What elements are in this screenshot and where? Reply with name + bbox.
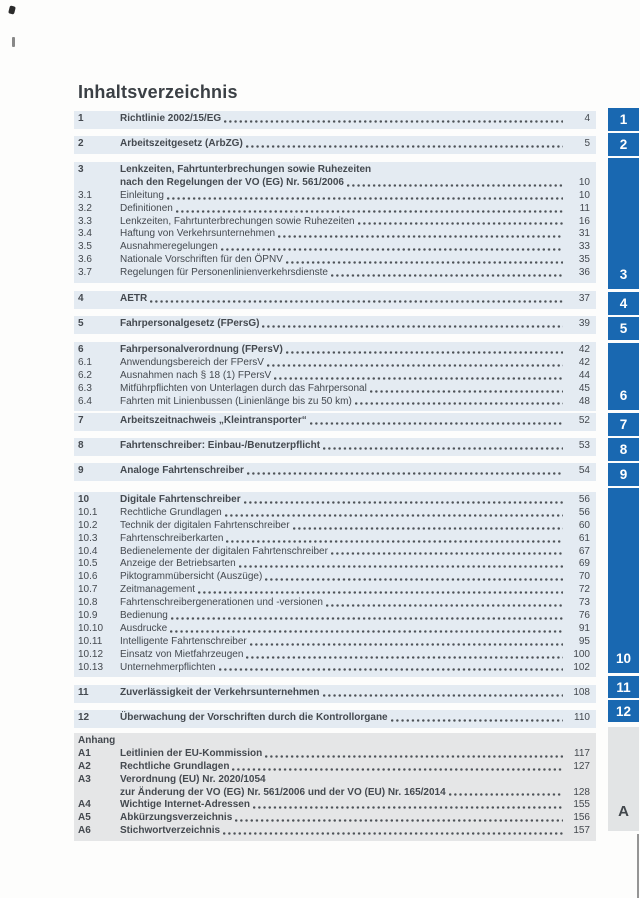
toc-entry-number: 9 (78, 465, 84, 476)
toc-entry-page: 11 (579, 202, 590, 214)
toc-row (78, 735, 590, 748)
toc-leader-dots (170, 630, 563, 633)
toc-entry-page: 95 (578, 635, 590, 647)
toc-entry-title: Digitale Fahrtenschreiber (120, 494, 241, 505)
toc-entry-title: Technik der digitalen Fahrtenschreiber (120, 519, 290, 531)
toc-leader-dots (221, 248, 563, 251)
toc-entry-title: Bedienung (120, 610, 168, 622)
toc-row (78, 164, 590, 177)
toc-entry-number: 12 (78, 712, 90, 723)
toc-leader-dots (171, 617, 563, 620)
toc-leader-dots (265, 578, 563, 581)
toc-leader-dots (246, 145, 563, 148)
toc-leader-dots (246, 656, 563, 659)
toc-entry-number: 3.2 (78, 202, 92, 214)
toc-entry-page: 45 (578, 382, 590, 394)
chapter-tab-label: 9 (619, 467, 628, 482)
toc-block-1 (74, 111, 596, 129)
toc-row (78, 383, 590, 396)
toc-entry-title: Bedienelemente der digitalen Fahrtenschreiber (120, 545, 328, 557)
toc-entry-number: 3.1 (78, 189, 92, 201)
toc-row (78, 507, 590, 520)
toc-entry-title: Ausdrucke (120, 622, 168, 634)
toc-leader-dots (347, 184, 563, 187)
chapter-tab-6 (608, 343, 639, 410)
toc-entry-page: 54 (578, 465, 590, 476)
toc-entry-title: Fahrpersonalgesetz (FPersG) (120, 318, 260, 329)
toc-entry-number: 6 (78, 344, 84, 355)
toc-entry-title: nach den Regelungen der VO (EG) Nr. 561/2006 (120, 176, 344, 188)
toc-entry-number: 5 (78, 318, 84, 329)
toc-entry-page: 36 (578, 267, 590, 279)
toc-row (78, 748, 590, 761)
toc-entry-page: 35 (578, 254, 590, 266)
toc-entry-title: Fahrtenschreiber: Einbau-/Benutzerpflicht (120, 440, 321, 451)
toc-row (78, 357, 590, 370)
toc-entry-number: 10.1 (78, 506, 98, 518)
toc-leader-dots (286, 351, 563, 354)
toc-row (78, 533, 590, 546)
toc-row (78, 177, 590, 190)
toc-entry-number: 4 (78, 293, 84, 304)
toc-row (78, 203, 590, 216)
toc-leader-dots (274, 377, 563, 380)
chapter-tab-anhang (608, 727, 639, 831)
toc-entry-number: 10.11 (78, 635, 103, 647)
toc-entry-page: 5 (584, 138, 590, 149)
toc-leader-dots (293, 527, 563, 530)
toc-row (78, 787, 590, 800)
toc-block-10 (74, 492, 596, 677)
toc-leader-dots (198, 591, 563, 594)
toc-leader-dots (232, 768, 563, 771)
toc-entry-title: AETR (120, 293, 148, 304)
chapter-tab-5 (608, 317, 639, 340)
toc-leader-dots (391, 719, 563, 722)
toc-row (78, 190, 590, 203)
toc-entry-page: 100 (573, 648, 590, 660)
toc-leader-dots (323, 447, 563, 450)
toc-row (78, 761, 590, 774)
toc-leader-dots (224, 120, 563, 123)
toc-entry-page: 56 (578, 506, 590, 518)
toc-entry-page: 52 (578, 415, 590, 426)
toc-leader-dots (244, 501, 563, 504)
toc-leader-dots (267, 364, 563, 367)
toc-entry-number: A1 (78, 747, 91, 759)
toc-leader-dots (370, 390, 563, 393)
toc-row (78, 546, 590, 559)
toc-entry-page: 48 (578, 395, 590, 407)
toc-entry-page: 60 (578, 519, 590, 531)
toc-entry-number (78, 787, 120, 800)
toc-entry-number: 10.10 (78, 622, 104, 634)
chapter-tab-9 (608, 463, 639, 486)
toc-entry-number: 3.7 (78, 267, 92, 279)
toc-row (78, 662, 590, 675)
toc-leader-dots (219, 668, 563, 671)
toc-entry-number: 6.2 (78, 369, 92, 381)
toc-entry-title: Zeitmanagement (120, 584, 196, 596)
toc-entry-number: 10.2 (78, 519, 98, 531)
toc-entry-page: 67 (578, 545, 590, 557)
toc-leader-dots (150, 300, 563, 303)
toc-entry-number: A5 (78, 812, 91, 824)
toc-entry-page: 73 (578, 597, 590, 609)
toc-entry-title: Fahrten mit Linienbussen (Linienlänge bis zu 50 km) (120, 395, 352, 407)
chapter-tab-4 (608, 292, 639, 315)
toc-entry-number: A4 (78, 799, 91, 811)
toc-entry-number: 6.3 (78, 382, 92, 394)
toc-row (78, 440, 590, 453)
chapter-tab-label: 2 (619, 137, 628, 152)
toc-leader-dots (326, 604, 563, 607)
toc-entry-title: Anwendungsbereich der FPersV (120, 356, 264, 368)
toc-entry-number: 11 (78, 687, 89, 698)
toc-entry-title: Wichtige Internet-Adressen (120, 799, 250, 811)
toc-entry-page: 56 (578, 494, 590, 505)
toc-entry-page: 156 (573, 812, 590, 824)
toc-entry-number: 10.8 (78, 597, 98, 609)
toc-row (78, 396, 590, 409)
toc-entry-title: Einleitung (120, 189, 164, 201)
toc-entry-number: 6.4 (78, 395, 92, 407)
toc-block-6 (74, 342, 596, 411)
toc-entry-page: 10 (578, 189, 590, 201)
chapter-tab-1 (608, 108, 639, 131)
toc-entry-number: 7 (78, 415, 84, 426)
toc-entry-number: 10.13 (78, 661, 104, 673)
toc-entry-number: 10.4 (78, 545, 98, 557)
toc-entry-page: 157 (573, 825, 590, 837)
toc-block-5 (74, 316, 596, 334)
chapter-tab-label: 11 (616, 679, 631, 695)
toc-entry-number: 3.5 (78, 241, 92, 253)
toc-row (78, 241, 590, 254)
toc-entry-title: Arbeitszeitgesetz (ArbZG) (120, 138, 243, 149)
toc-leader-dots (355, 402, 563, 405)
scan-artifact-edge (637, 834, 639, 898)
toc-entry-page: 155 (573, 799, 590, 811)
chapter-tab-label: 5 (619, 321, 628, 336)
chapter-tab-label: 12 (615, 703, 632, 719)
toc-row (78, 571, 590, 584)
toc-entry-title: Richtlinie 2002/15/EG (120, 113, 222, 124)
toc-leader-dots (310, 422, 563, 425)
toc-entry-title: Rechtliche Grundlagen (120, 506, 222, 518)
toc-leader-dots (167, 197, 563, 200)
chapter-tab-label: 4 (619, 296, 628, 311)
toc-entry-title: Nationale Vorschriften für den ÖPNV (120, 254, 283, 266)
toc-leader-dots (449, 793, 563, 796)
toc-row (78, 597, 590, 610)
toc-entry-title: Haftung von Verkehrsunternehmen (120, 228, 276, 240)
toc-leader-dots (247, 472, 563, 475)
toc-block-3 (74, 162, 596, 283)
toc-entry-title: Lenkzeiten, Fahrtunterbrechungen sowie Ruhezeiten (120, 215, 355, 227)
chapter-tab-11 (608, 676, 639, 698)
toc-block-anhang (74, 733, 596, 841)
toc-entry-number: 10.9 (78, 610, 98, 622)
toc-entry-page: 127 (573, 760, 590, 772)
toc-entry-title: Fahrtenschreiberkarten (120, 532, 224, 544)
toc-leader-dots (358, 222, 563, 225)
toc-row (78, 415, 590, 428)
toc-leader-dots (278, 235, 563, 238)
chapter-tab-3 (608, 158, 639, 289)
toc-entry-number: A2 (78, 760, 91, 772)
toc-entry-title: Ausnahmen nach § 18 (1) FPersV (120, 369, 272, 381)
toc-row (78, 138, 590, 151)
toc-leader-dots (250, 643, 563, 646)
toc-row (78, 623, 590, 636)
chapter-tab-label: 3 (619, 267, 628, 282)
toc-entry-number: 2 (78, 138, 84, 149)
toc-row (78, 254, 590, 267)
toc-entry-page: 4 (584, 113, 590, 124)
toc-entry-number: 10.3 (78, 532, 98, 544)
toc-leader-dots (253, 806, 563, 809)
toc-row (78, 228, 590, 241)
toc-row (78, 812, 590, 825)
toc-entry-title: Abkürzungsverzeichnis (120, 812, 233, 824)
toc-entry-page: 42 (578, 344, 590, 355)
chapter-tab-label: 10 (615, 651, 632, 666)
toc-row (78, 370, 590, 383)
toc-entry-title: Fahrpersonalverordnung (FPersV) (120, 344, 283, 355)
toc-entry-page: 117 (574, 747, 590, 759)
toc-block-4 (74, 291, 596, 309)
toc-entry-title: Arbeitszeitnachweis „Kleintransporter“ (120, 415, 307, 426)
toc-entry-title: Leitlinien der EU-Kommission (120, 747, 263, 759)
toc-entry-title: Fahrtenschreibergenerationen und -versionen (120, 597, 323, 609)
toc-entry-title: Mitführpflichten von Unterlagen durch das Fahrpersonal (120, 382, 367, 394)
toc-entry-title: zur Änderung der VO (EG) Nr. 561/2006 und der VO (EU) Nr. 165/2014 (120, 786, 446, 798)
toc-entry-page: 102 (573, 661, 590, 673)
chapter-tab-12 (608, 700, 639, 722)
toc-leader-dots (265, 755, 563, 758)
chapter-tab-7 (608, 413, 639, 436)
toc-entry-page: 42 (578, 356, 590, 368)
toc-entry-page: 69 (578, 558, 590, 570)
toc-row (78, 712, 590, 725)
toc-leader-dots (286, 261, 563, 264)
toc-entry-page: 61 (578, 532, 590, 544)
toc-entry-title: Analoge Fahrtenschreiber (120, 465, 244, 476)
toc-entry-title: Zuverlässigkeit der Verkehrsunternehmen (120, 687, 320, 698)
toc-entry-page: 44 (578, 369, 590, 381)
toc-block-11 (74, 685, 596, 703)
page-title: Inhaltsverzeichnis (78, 82, 238, 102)
toc-leader-dots (223, 832, 563, 835)
toc-entry-number: A3 (78, 773, 91, 785)
toc-row (78, 267, 590, 280)
toc-entry-number: 10.12 (78, 648, 104, 660)
toc-leader-dots (239, 565, 563, 568)
toc-entry-title: Unternehmerpflichten (120, 661, 216, 673)
toc-entry-number: 3 (78, 164, 84, 175)
toc-entry-title: Einsatz von Mietfahrzeugen (120, 648, 244, 660)
toc-entry-title: Definitionen (120, 202, 173, 214)
toc-row (78, 465, 590, 478)
toc-row (78, 558, 590, 571)
chapter-tab-2 (608, 133, 639, 156)
toc-entry-title: Verordnung (EU) Nr. 2020/1054 (120, 773, 266, 785)
toc-entry-page: 33 (578, 241, 590, 253)
toc-entry-title: Stichwortverzeichnis (120, 825, 221, 837)
toc-entry-number: 8 (78, 440, 84, 451)
toc-row (78, 216, 590, 229)
scan-artifact-speck (12, 37, 15, 47)
toc-entry-number: 10.5 (78, 558, 98, 570)
toc-block-12 (74, 710, 596, 728)
toc-entry-number: 1 (78, 113, 84, 124)
toc-entry-number: 3.6 (78, 254, 92, 266)
toc-leader-dots (225, 514, 563, 517)
toc-entry-number: Anhang (78, 735, 116, 746)
toc-entry-number: 10.6 (78, 571, 98, 583)
toc-row (78, 318, 590, 331)
toc-entry-page: 31 (578, 228, 590, 240)
toc-entry-page: 91 (578, 622, 590, 634)
toc-entry-page: 76 (578, 610, 590, 622)
toc-block-7 (74, 413, 596, 431)
chapter-tab-label: 6 (619, 388, 628, 403)
chapter-tab-label: 1 (619, 112, 628, 127)
toc-row (78, 649, 590, 662)
chapter-tab-label: 7 (619, 417, 628, 432)
toc-entry-page: 108 (573, 687, 590, 698)
toc-leader-dots (331, 552, 563, 555)
toc-row (78, 113, 590, 126)
toc-entry-page: 110 (574, 712, 590, 723)
toc-row (78, 494, 590, 507)
toc-row (78, 520, 590, 533)
toc-leader-dots (235, 819, 563, 822)
scan-artifact-speck (8, 5, 16, 14)
toc-block-2 (74, 136, 596, 154)
toc-row (78, 584, 590, 597)
toc-row (78, 774, 590, 787)
toc-entry-number: 3.4 (78, 228, 92, 240)
toc-entry-page: 70 (578, 571, 590, 583)
toc-entry-title: Lenkzeiten, Fahrtunterbrechungen sowie Ruhezeiten (120, 164, 372, 175)
toc-entry-title: Intelligente Fahrtenschreiber (120, 635, 247, 647)
toc-row (78, 799, 590, 812)
toc-leader-dots (176, 210, 563, 213)
toc-entry-title: Regelungen für Personenlinienverkehrsdienste (120, 267, 328, 279)
toc-leader-dots (331, 274, 563, 277)
toc-leader-dots (262, 325, 563, 328)
toc-row (78, 636, 590, 649)
toc-block-8 (74, 438, 596, 456)
toc-entry-title: Rechtliche Grundlagen (120, 760, 230, 772)
toc-entry-number: 3.3 (78, 215, 92, 227)
toc-entry-title: Ausnahmeregelungen (120, 241, 218, 253)
toc-row (78, 344, 590, 357)
toc-block-9 (74, 463, 596, 481)
toc-entry-number: 6.1 (78, 356, 92, 368)
toc-row (78, 293, 590, 306)
toc-entry-page: 53 (578, 440, 590, 451)
toc-entry-page: 39 (578, 318, 590, 329)
toc-entry-page: 128 (573, 786, 590, 798)
toc-entry-number: 10 (78, 494, 90, 505)
toc-row (78, 687, 590, 700)
toc-entry-number: 10.7 (78, 584, 98, 596)
toc-leader-dots (226, 540, 563, 543)
chapter-tab-label: A (618, 803, 629, 820)
toc-entry-number (78, 177, 120, 190)
toc-entry-page: 72 (578, 584, 590, 596)
toc-entry-number: A6 (78, 825, 91, 837)
toc-row (78, 610, 590, 623)
toc-entry-title: Piktogrammübersicht (Auszüge) (120, 571, 263, 583)
toc-entry-page: 10 (578, 176, 590, 188)
toc-entry-page: 16 (578, 215, 590, 227)
toc-leader-dots (323, 694, 563, 697)
chapter-tab-label: 8 (619, 442, 628, 457)
toc-entry-title: Überwachung der Vorschriften durch die Kontrollorgane (120, 712, 388, 723)
chapter-tab-8 (608, 438, 639, 461)
chapter-tab-10 (608, 488, 639, 673)
toc-row (78, 825, 590, 838)
toc-entry-page: 37 (578, 293, 590, 304)
toc-entry-title: Anzeige der Betriebsarten (120, 558, 236, 570)
